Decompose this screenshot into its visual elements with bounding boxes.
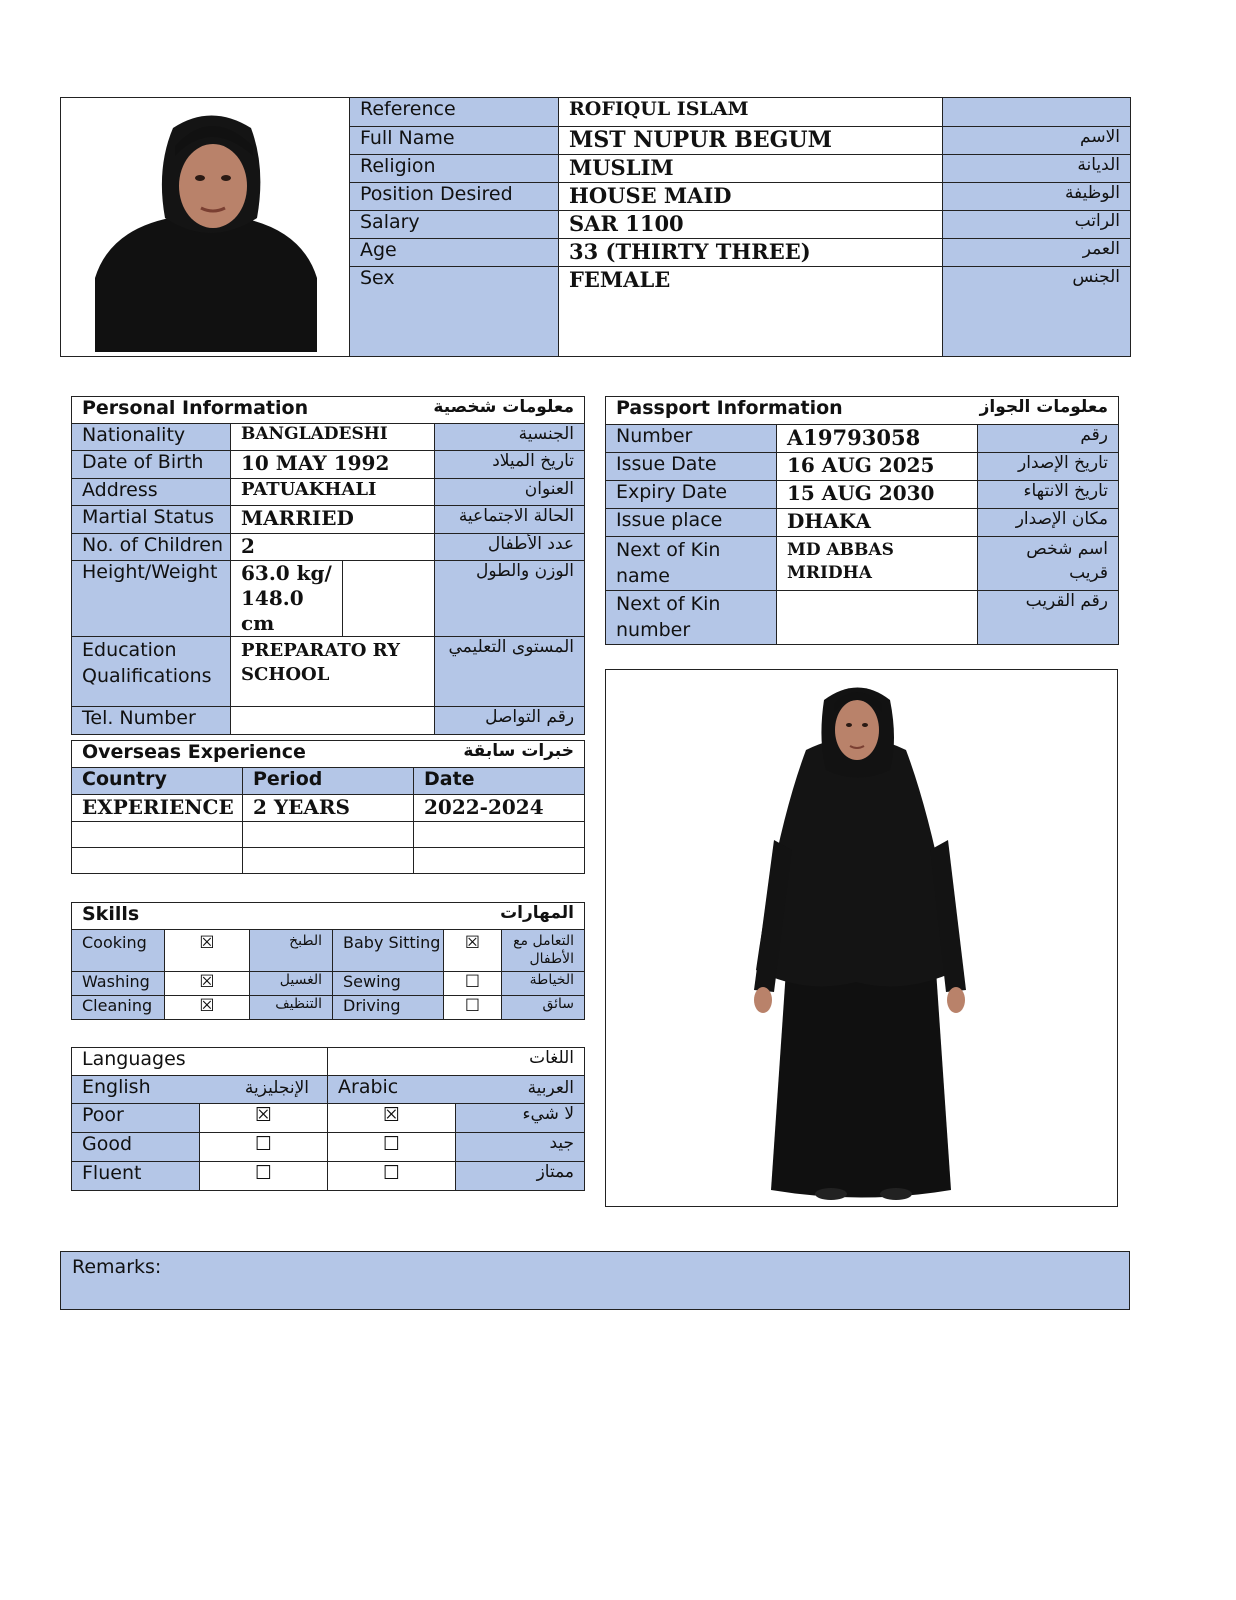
kin-name-label-ar-line2: قريب: [1069, 563, 1108, 583]
overseas-title-ar: خبرات سابقة: [414, 741, 585, 768]
skill-label-ar: التنظيف: [250, 996, 333, 1020]
header-label-ar: الاسم: [943, 126, 1131, 155]
skill-label: Baby Sitting: [333, 930, 444, 972]
language-level: Fluent: [72, 1162, 200, 1191]
personal-label: Date of Birth: [72, 451, 231, 479]
passport-value: DHAKA: [777, 509, 978, 537]
passport-info-section: [605, 396, 1119, 645]
education-label-line2: Qualifications: [82, 665, 212, 687]
header-label-ar: الوظيفة: [943, 182, 1131, 211]
remarks-label: Remarks:: [72, 1256, 162, 1278]
personal-value: MARRIED: [231, 506, 435, 534]
passport-label: Issue place: [606, 509, 777, 537]
personal-info-title: Personal Information: [72, 397, 343, 424]
overseas-title: Overseas Experience: [72, 741, 414, 768]
kin-name-label-line1: Next of Kin: [616, 539, 721, 561]
skill-checkbox[interactable]: ☐: [444, 996, 502, 1020]
header-label: Salary: [350, 211, 559, 239]
passport-value: A19793058: [777, 425, 978, 453]
education-label: [72, 637, 231, 707]
header-label-ar: الديانة: [943, 155, 1131, 183]
skill-label-ar-line1: التعامل مع: [513, 933, 575, 949]
skill-label: Driving: [333, 996, 444, 1020]
education-value-line2: SCHOOL: [241, 664, 330, 685]
education-label-line1: Education: [82, 639, 177, 661]
skill-label-ar: الخياطة: [502, 972, 585, 996]
kin-number-value: [777, 591, 978, 645]
overseas-section: [71, 740, 585, 874]
arabic-checkbox[interactable]: ☐: [328, 1162, 456, 1191]
header-label: Reference: [350, 98, 559, 127]
languages-title: Languages: [72, 1048, 328, 1076]
header-value: MUSLIM: [559, 155, 943, 183]
skills-title-ar: المهارات: [333, 903, 585, 930]
personal-label-ar: الجنسية: [435, 424, 585, 451]
header-label-ar: الجنس: [943, 267, 1131, 357]
passport-label-ar: رقم: [978, 425, 1119, 453]
personal-label: No. of Children: [72, 534, 231, 561]
skill-label-ar: الطبخ: [250, 930, 333, 972]
height-weight-empty: [343, 561, 435, 637]
kin-name-value-line1: MD ABBAS: [787, 540, 894, 560]
languages-title-ar: اللغات: [328, 1048, 585, 1076]
overseas-col-country: Country: [72, 768, 243, 795]
passport-info-title: Passport Information: [606, 397, 978, 425]
header-label: Sex: [350, 267, 559, 357]
overseas-cell: [414, 822, 585, 848]
skill-checkbox[interactable]: ☒: [165, 972, 250, 996]
english-label: English: [82, 1076, 151, 1098]
tel-value: [231, 707, 435, 735]
skill-row: [72, 972, 585, 996]
header-label: Age: [350, 238, 559, 267]
languages-section: [71, 1047, 585, 1191]
passport-label-ar: مكان الإصدار: [978, 509, 1119, 537]
kin-name-value: [777, 537, 978, 591]
overseas-cell: 2022-2024: [414, 795, 585, 822]
passport-info-title-ar: معلومات الجواز: [978, 397, 1119, 425]
skill-label: Washing: [72, 972, 165, 996]
kin-number-label-ar: رقم القريب: [978, 591, 1119, 645]
skill-label: Cooking: [72, 930, 165, 972]
english-label-ar: الإنجليزية: [244, 1078, 310, 1098]
language-level: Good: [72, 1133, 200, 1162]
education-label-ar: المستوى التعليمي: [435, 637, 585, 707]
english-checkbox[interactable]: ☐: [200, 1162, 328, 1191]
kin-name-value-line2: MRIDHA: [787, 563, 872, 583]
overseas-cell: [243, 822, 414, 848]
passport-label: Expiry Date: [606, 481, 777, 509]
kin-number-label-line2: number: [616, 619, 691, 641]
header-value: ROFIQUL ISLAM: [559, 98, 943, 127]
passport-value: 15 AUG 2030: [777, 481, 978, 509]
personal-info-title-ar: معلومات شخصية: [343, 397, 585, 424]
kin-name-label-ar-line1: اسم شخص: [1026, 539, 1108, 559]
header-value: 33 (THIRTY THREE): [559, 238, 943, 267]
skill-row: [72, 996, 585, 1020]
overseas-cell: [72, 822, 243, 848]
language-level: Poor: [72, 1104, 200, 1133]
passport-label-ar: تاريخ الإصدار: [978, 453, 1119, 481]
arabic-header: [328, 1076, 585, 1104]
overseas-cell: [72, 848, 243, 874]
arabic-label: Arabic: [338, 1076, 399, 1098]
personal-value: PATUAKHALI: [231, 479, 435, 506]
overseas-col-period: Period: [243, 768, 414, 795]
personal-value: 10 MAY 1992: [231, 451, 435, 479]
skill-label-ar: الغسيل: [250, 972, 333, 996]
overseas-cell: 2 YEARS: [243, 795, 414, 822]
language-row: [72, 1162, 585, 1191]
height-weight-label-ar: الوزن والطول: [435, 561, 585, 637]
table-row: [72, 848, 585, 874]
header-value: HOUSE MAID: [559, 182, 943, 211]
personal-value: 2: [231, 534, 435, 561]
kin-number-label: [606, 591, 777, 645]
header-value: FEMALE: [559, 267, 943, 357]
personal-label: Address: [72, 479, 231, 506]
language-level-ar: لا شيء: [456, 1104, 585, 1133]
weight-value: 63.0 kg/: [241, 561, 332, 585]
skill-checkbox[interactable]: ☐: [444, 972, 502, 996]
header-value: MST NUPUR BEGUM: [559, 126, 943, 155]
height-value: 148.0 cm: [241, 586, 304, 635]
english-header: [72, 1076, 328, 1104]
header-value: SAR 1100: [559, 211, 943, 239]
skill-checkbox[interactable]: ☒: [165, 996, 250, 1020]
personal-label-ar: تاريخ الميلاد: [435, 451, 585, 479]
passport-value: 16 AUG 2025: [777, 453, 978, 481]
skill-label-ar: [502, 930, 585, 972]
arabic-label-ar: العربية: [527, 1078, 575, 1098]
tel-label: Tel. Number: [72, 707, 231, 735]
tel-label-ar: رقم التواصل: [435, 707, 585, 735]
header-label: Full Name: [350, 126, 559, 155]
skill-label-ar: سائق: [502, 996, 585, 1020]
personal-label-ar: عدد الأطفال: [435, 534, 585, 561]
full-body-image: [606, 670, 1117, 1206]
kin-name-label-line2: name: [616, 565, 670, 587]
skill-label: Sewing: [333, 972, 444, 996]
full-body-photo: [605, 669, 1118, 1207]
personal-value: BANGLADESHI: [231, 424, 435, 451]
personal-label-ar: الحالة الاجتماعية: [435, 506, 585, 534]
language-row: [72, 1104, 585, 1133]
height-weight-label: Height/Weight: [72, 561, 231, 637]
header-label-ar: [943, 98, 1131, 127]
education-value: [231, 637, 435, 707]
personal-label-ar: العنوان: [435, 479, 585, 506]
header-section: [60, 97, 1131, 357]
arabic-checkbox[interactable]: ☐: [328, 1133, 456, 1162]
overseas-cell: EXPERIENCE: [72, 795, 243, 822]
language-level-ar: جيد: [456, 1133, 585, 1162]
education-value-line1: PREPARATO RY: [241, 640, 400, 661]
table-row: [72, 822, 585, 848]
kin-name-label-ar: [978, 537, 1119, 591]
personal-info-section: [71, 396, 585, 735]
overseas-cell: [414, 848, 585, 874]
height-weight-value: [231, 561, 343, 637]
kin-number-label-line1: Next of Kin: [616, 593, 721, 615]
header-label: Position Desired: [350, 182, 559, 211]
skill-checkbox[interactable]: ☒: [444, 930, 502, 972]
overseas-cell: [243, 848, 414, 874]
language-level-ar: ممتاز: [456, 1162, 585, 1191]
skills-section: [71, 902, 585, 1020]
passport-label: Issue Date: [606, 453, 777, 481]
skill-label-ar-line2: الأطفال: [529, 951, 575, 967]
skill-label: Cleaning: [72, 996, 165, 1020]
language-row: [72, 1133, 585, 1162]
header-label-ar: الراتب: [943, 211, 1131, 239]
personal-label: Martial Status: [72, 506, 231, 534]
passport-label-ar: تاريخ الانتهاء: [978, 481, 1119, 509]
english-checkbox[interactable]: ☒: [200, 1104, 328, 1133]
header-label: Religion: [350, 155, 559, 183]
header-label-ar: العمر: [943, 238, 1131, 267]
arabic-checkbox[interactable]: ☒: [328, 1104, 456, 1133]
kin-name-label: [606, 537, 777, 591]
personal-label: Nationality: [72, 424, 231, 451]
skill-row: [72, 930, 585, 972]
skill-checkbox[interactable]: ☒: [165, 930, 250, 972]
remarks-box[interactable]: [60, 1251, 1130, 1310]
portrait-photo: [61, 98, 350, 357]
table-row: [72, 795, 585, 822]
passport-label: Number: [606, 425, 777, 453]
overseas-col-date: Date: [414, 768, 585, 795]
english-checkbox[interactable]: ☐: [200, 1133, 328, 1162]
skills-title: Skills: [72, 903, 333, 930]
portrait-image: [61, 98, 350, 352]
